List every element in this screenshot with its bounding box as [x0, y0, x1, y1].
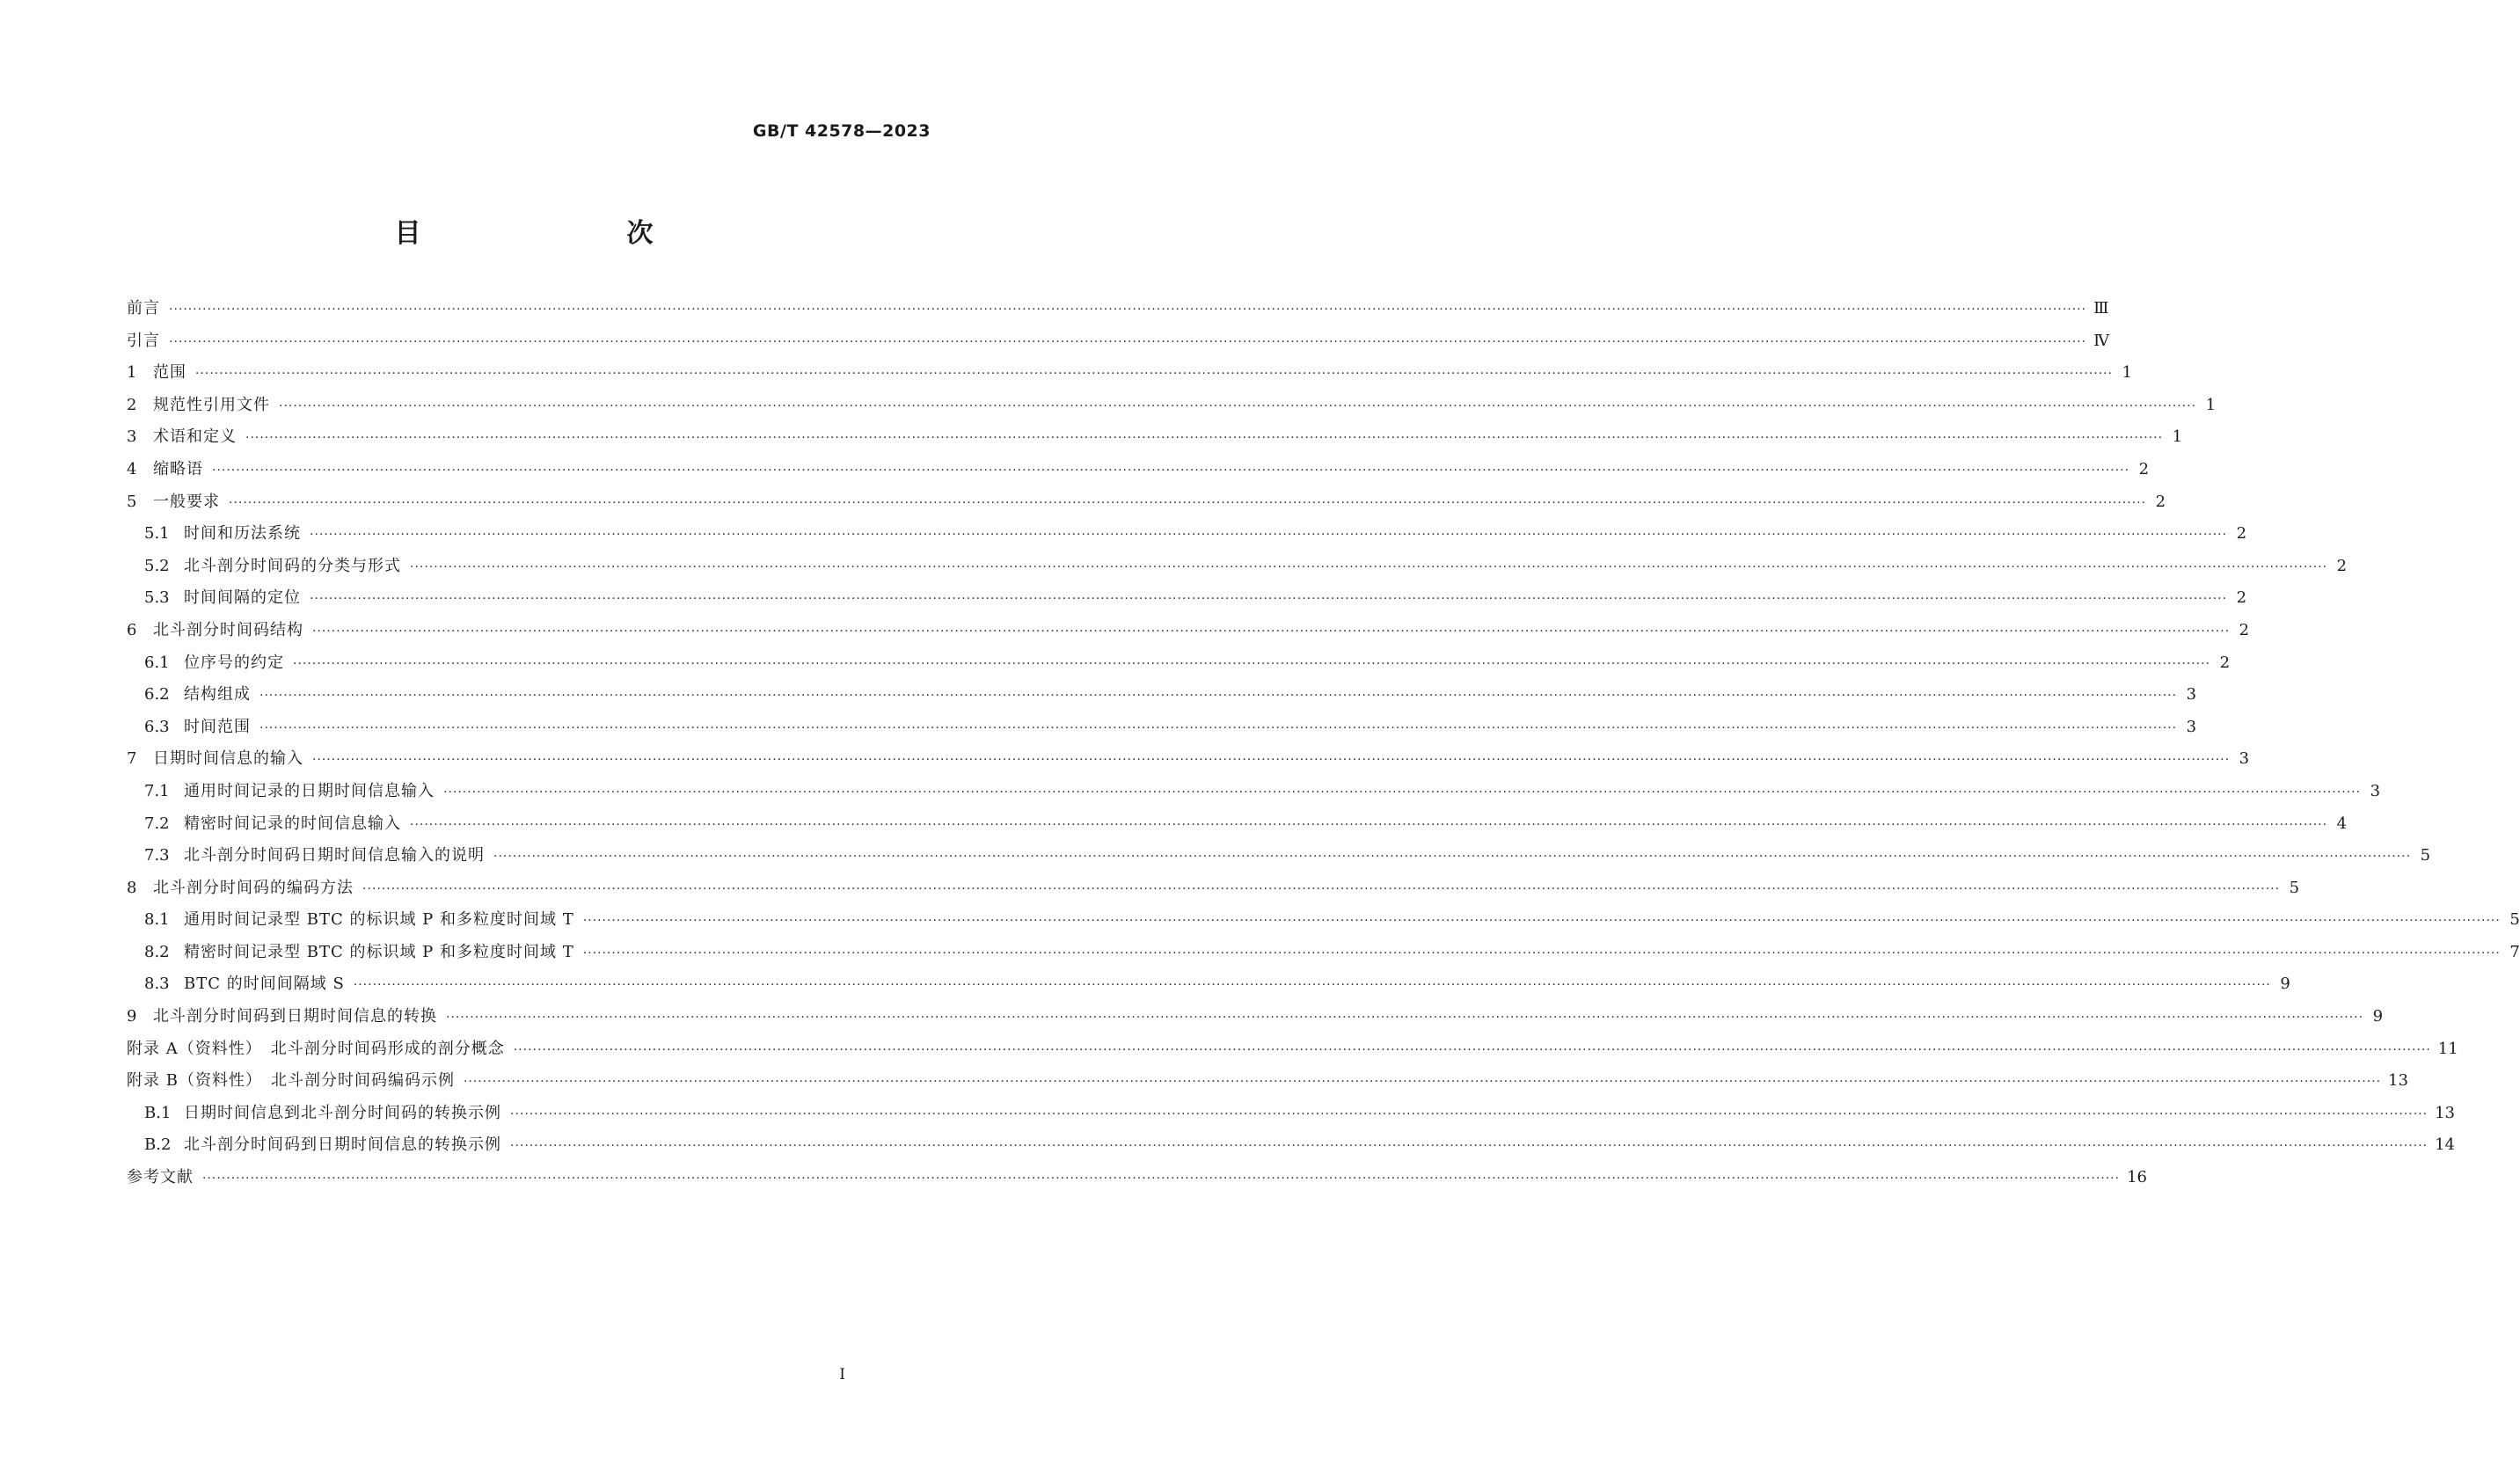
toc-entry-number: 6.1: [144, 653, 170, 672]
toc-entry-page: 3: [2239, 749, 2250, 769]
toc-entry-page: 2: [2219, 653, 2231, 672]
toc-entry[interactable]: [127, 746, 2250, 778]
toc-entry-number: B.2: [144, 1135, 172, 1155]
toc-entry-page: 2: [2138, 459, 2150, 478]
toc-entry-page: 13: [2435, 1103, 2455, 1122]
toc-entry-page: 4: [2336, 814, 2348, 833]
toc-entry-label: 北斗剖分时间码的编码方法: [153, 878, 354, 897]
toc-entry-label: 时间范围: [184, 717, 251, 736]
toc-entry-label: 术语和定义: [153, 427, 237, 447]
toc-entry-label: 北斗剖分时间码日期时间信息输入的说明: [184, 846, 485, 865]
dot-leader: ················································································································································································································································································································································································································: [582, 945, 2501, 960]
dot-leader: ················································································································································································································································································································································································································: [513, 1042, 2431, 1057]
toc-entry[interactable]: [127, 296, 2109, 328]
toc-entry-number: 3: [127, 427, 137, 447]
dot-leader: ················································································································································································································································································································································································································: [582, 914, 2501, 929]
toc-entry-number: 7: [127, 749, 137, 769]
toc-entry-label: 北斗剖分时间码到日期时间信息的转换: [153, 1007, 437, 1026]
toc-entry-label: BTC 的时间间隔域 S: [184, 975, 345, 994]
toc-entry[interactable]: [127, 521, 2247, 553]
toc-entry-label: 北斗剖分时间码结构: [153, 620, 303, 639]
dot-leader: ················································································································································································································································································································································································································: [310, 592, 2228, 607]
dot-leader: ················································································································································································································································································································································································································: [293, 656, 2211, 671]
toc-entry-label: 日期时间信息的输入: [153, 749, 303, 769]
toc-entry-label: 通用时间记录型 BTC 的标识域 P 和多粒度时间域 T: [184, 910, 574, 930]
toc-entry-page: 2: [2336, 556, 2348, 575]
dot-leader: ················································································································································································································································································································································································································: [312, 753, 2231, 768]
toc-entry-number: 1: [127, 363, 137, 383]
toc-entry-page: 3: [2186, 717, 2197, 736]
toc-entry[interactable]: [127, 1004, 2384, 1036]
toc-entry-number: 9: [127, 1007, 137, 1026]
dot-leader: ················································································································································································································································································································································································································: [443, 785, 2362, 799]
toc-entry-label: 北斗剖分时间码的分类与形式: [184, 556, 401, 575]
toc-entry[interactable]: [127, 1132, 2455, 1164]
toc-entry[interactable]: [127, 778, 2381, 811]
toc-entry-page: Ⅲ: [2093, 299, 2109, 318]
toc-entry-page: 5: [2509, 910, 2520, 930]
toc-entry[interactable]: [127, 907, 2520, 939]
toc-entry-page: 3: [2186, 685, 2197, 704]
toc-entry-label: 引言: [127, 331, 160, 350]
dot-leader: ················································································································································································································································································································································································································: [202, 1172, 2121, 1186]
toc-entry[interactable]: [127, 553, 2348, 586]
toc-entry[interactable]: [127, 489, 2166, 522]
toc-entry-label: 时间间隔的定位: [184, 588, 301, 608]
standard-code: GB/T 42578—2023: [752, 121, 931, 141]
toc-entry-page: 5: [2289, 878, 2300, 897]
toc-entry-page: 2: [2236, 588, 2247, 608]
toc-entry-number: 8.2: [144, 942, 170, 961]
toc-entry-label: 规范性引用文件: [153, 395, 270, 414]
toc-entry-label: 通用时间记录的日期时间信息输入: [184, 781, 435, 800]
toc-entry[interactable]: [127, 939, 2520, 972]
dot-leader: ················································································································································································································································································································································································································: [493, 850, 2412, 865]
dot-leader: ················································································································································································································································································································································································································: [446, 1011, 2364, 1026]
toc-entry-number: 4: [127, 459, 137, 478]
toc-entry-page: 13: [2388, 1071, 2408, 1091]
toc-entry[interactable]: [127, 585, 2247, 617]
toc-entry-number: 6.2: [144, 685, 170, 704]
toc-entry[interactable]: [127, 811, 2348, 843]
toc-entry-label: 结构组成: [184, 685, 251, 704]
table-of-contents: [127, 296, 2520, 1197]
toc-entry[interactable]: [127, 424, 2183, 456]
toc-entry[interactable]: [127, 360, 2133, 392]
toc-entry-label: 附录 B（资料性） 北斗剖分时间码编码示例: [127, 1071, 455, 1091]
toc-entry-page: Ⅳ: [2093, 331, 2110, 350]
toc-entry-number: 6: [127, 620, 137, 639]
toc-entry-number: B.1: [144, 1103, 172, 1122]
toc-entry[interactable]: [127, 875, 2300, 908]
toc-entry-label: 时间和历法系统: [184, 524, 301, 544]
toc-entry-label: 一般要求: [153, 492, 220, 511]
dot-leader: ················································································································································································································································································································································································································: [312, 624, 2231, 639]
dot-leader: ················································································································································································································································································································································································································: [169, 334, 2087, 349]
toc-entry-page: 3: [2370, 781, 2381, 800]
toc-entry-number: 2: [127, 395, 137, 414]
toc-entry-number: 5.1: [144, 524, 170, 544]
dot-leader: ················································································································································································································································································································································································································: [259, 720, 2178, 735]
dot-leader: ················································································································································································································································································································································································································: [510, 1106, 2429, 1121]
toc-entry[interactable]: [127, 1100, 2455, 1133]
toc-entry[interactable]: [127, 617, 2250, 650]
toc-entry[interactable]: [127, 456, 2150, 489]
toc-entry[interactable]: [127, 1164, 2147, 1197]
dot-leader: ················································································································································································································································································································································································································: [310, 528, 2228, 543]
toc-entry-page: 1: [2122, 363, 2133, 383]
toc-title: 目 次: [394, 218, 705, 249]
toc-entry-label: 精密时间记录的时间信息输入: [184, 814, 401, 833]
toc-entry-number: 5.3: [144, 588, 170, 608]
toc-entry-label: 精密时间记录型 BTC 的标识域 P 和多粒度时间域 T: [184, 942, 574, 961]
toc-entry[interactable]: [127, 971, 2290, 1004]
toc-entry[interactable]: [127, 682, 2197, 714]
toc-entry-number: 8: [127, 878, 137, 897]
toc-entry-number: 7.2: [144, 814, 170, 833]
toc-entry-page: 9: [2280, 975, 2290, 994]
toc-entry-page: 7: [2509, 942, 2520, 961]
toc-entry-page: 1: [2205, 395, 2217, 414]
dot-leader: ················································································································································································································································································································································································································: [463, 1075, 2382, 1090]
page-folio: Ⅰ: [839, 1366, 845, 1383]
toc-entry-label: 位序号的约定: [184, 653, 284, 672]
toc-entry[interactable]: [127, 1068, 2408, 1100]
dot-leader: ················································································································································································································································································································································································································: [410, 817, 2328, 832]
toc-entry-label: 日期时间信息到北斗剖分时间码的转换示例: [184, 1103, 501, 1122]
toc-entry-label: 缩略语: [153, 459, 203, 478]
toc-entry-page: 11: [2437, 1039, 2458, 1058]
toc-entry-number: 8.3: [144, 975, 170, 994]
dot-leader: ················································································································································································································································································································································································································: [195, 367, 2114, 382]
dot-leader: ················································································································································································································································································································································································································: [410, 559, 2328, 574]
toc-entry[interactable]: [127, 843, 2431, 875]
dot-leader: ················································································································································································································································································································································································································: [169, 303, 2087, 317]
toc-entry-number: 7.1: [144, 781, 170, 800]
toc-entry-page: 2: [2236, 524, 2247, 544]
toc-entry-number: 6.3: [144, 717, 170, 736]
toc-entry-number: 5: [127, 492, 137, 511]
dot-leader: ················································································································································································································································································································································································································: [353, 978, 2271, 993]
toc-entry-page: 16: [2127, 1168, 2147, 1187]
dot-leader: ················································································································································································································································································································································································································: [259, 689, 2178, 704]
toc-entry-number: 5.2: [144, 556, 170, 575]
toc-entry-page: 14: [2435, 1135, 2455, 1155]
toc-entry[interactable]: [127, 1036, 2458, 1069]
toc-entry-number: 8.1: [144, 910, 170, 930]
toc-entry[interactable]: [127, 392, 2217, 425]
toc-entry-label: 范围: [153, 363, 186, 383]
toc-entry-page: 9: [2372, 1007, 2384, 1026]
toc-entry-label: 北斗剖分时间码到日期时间信息的转换示例: [184, 1135, 501, 1155]
dot-leader: ················································································································································································································································································································································································································: [212, 463, 2130, 478]
dot-leader: ················································································································································································································································································································································································································: [245, 431, 2164, 446]
dot-leader: ················································································································································································································································································································································································································: [362, 881, 2281, 896]
toc-entry[interactable]: [127, 328, 2110, 361]
toc-entry-page: 2: [2155, 492, 2166, 511]
toc-entry-page: 5: [2420, 846, 2431, 865]
toc-entry-label: 参考文献: [127, 1168, 194, 1187]
toc-entry-label: 前言: [127, 299, 160, 318]
toc-entry-page: 1: [2172, 427, 2183, 447]
dot-leader: ················································································································································································································································································································································································································: [229, 495, 2147, 510]
dot-leader: ················································································································································································································································································································································································································: [510, 1139, 2429, 1154]
toc-entry-page: 2: [2239, 620, 2250, 639]
toc-entry-label: 附录 A（资料性） 北斗剖分时间码形成的剖分概念: [127, 1039, 505, 1058]
toc-entry[interactable]: [127, 650, 2231, 683]
dot-leader: ················································································································································································································································································································································································································: [279, 398, 2197, 413]
toc-entry[interactable]: [127, 714, 2197, 747]
toc-entry-number: 7.3: [144, 846, 170, 865]
